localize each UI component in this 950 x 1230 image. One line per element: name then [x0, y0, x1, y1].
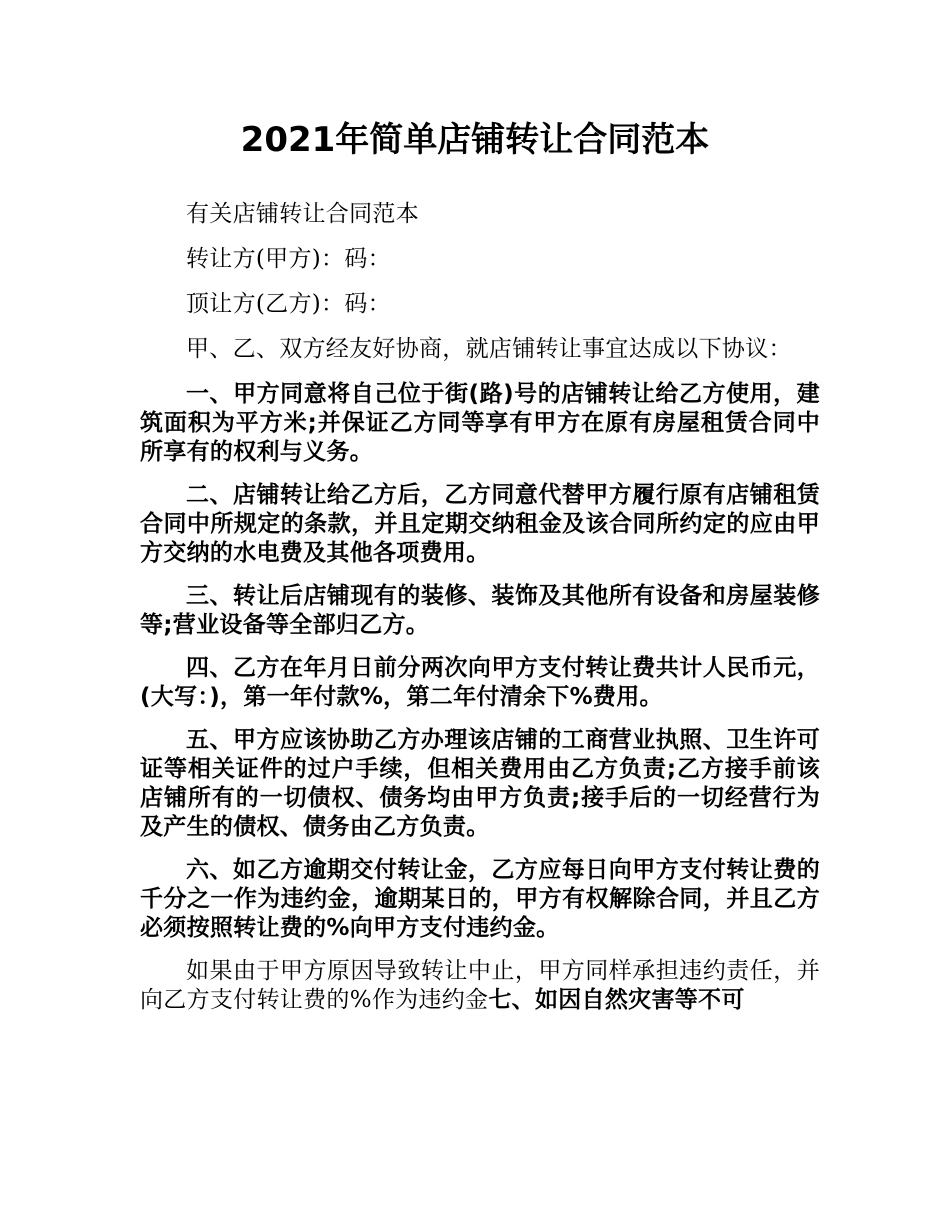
party-b-line: 顶让方(乙方)：码：	[186, 291, 391, 317]
document-title: 2021年简单店铺转让合同范本	[240, 120, 710, 160]
party-a-line: 转让方(甲方)：码：	[186, 246, 391, 272]
clause-4: 四、乙方在年月日前分两次向甲方支付转让费共计人民币元，(大写：)，第一年付款%，第二年付清余下%费用。	[140, 655, 820, 710]
clause-6: 六、如乙方逾期交付转让金，乙方应每日向甲方支付转让费的千分之一作为违约金，逾期某日的，甲方有权解除合同，并且乙方必须按照转让费的%向甲方支付违约金。	[140, 857, 820, 941]
breach-paragraph	[140, 957, 820, 1015]
document-body	[140, 200, 820, 1029]
breach-text: 如果由于甲方原因导致转让中止，甲方同样承担违约责任，并向乙方支付转让费的%作为违约金	[140, 958, 820, 1013]
clause-1: 一、甲方同意将自己位于街(路)号的店铺转让给乙方使用，建筑面积为平方米;并保证乙方同等享有甲方在原有房屋租赁合同中所享有的权利与义务。	[140, 381, 820, 465]
clause-3: 三、转让后店铺现有的装修、装饰及其他所有设备和房屋装修等;营业设备等全部归乙方。	[140, 583, 820, 638]
intro-line: 有关店铺转让合同范本	[186, 201, 419, 227]
preamble-line: 甲、乙、双方经友好协商，就店铺转让事宜达成以下协议：	[186, 336, 792, 362]
clause-5: 五、甲方应该协助乙方办理该店铺的工商营业执照、卫生许可证等相关证件的过户手续，但相关费用由乙方负责;乙方接手前该店铺所有的一切债权、债务均由甲方负责;接手后的一切经营行为及产生的债权、债务由乙方负责。	[140, 727, 820, 840]
clause-2: 二、店铺转让给乙方后，乙方同意代替甲方履行原有店铺租赁合同中所规定的条款，并且定期交纳租金及该合同所约定的应由甲方交纳的水电费及其他各项费用。	[140, 482, 820, 566]
clause-7-start: 七、如因自然灾害等不可	[488, 987, 745, 1013]
